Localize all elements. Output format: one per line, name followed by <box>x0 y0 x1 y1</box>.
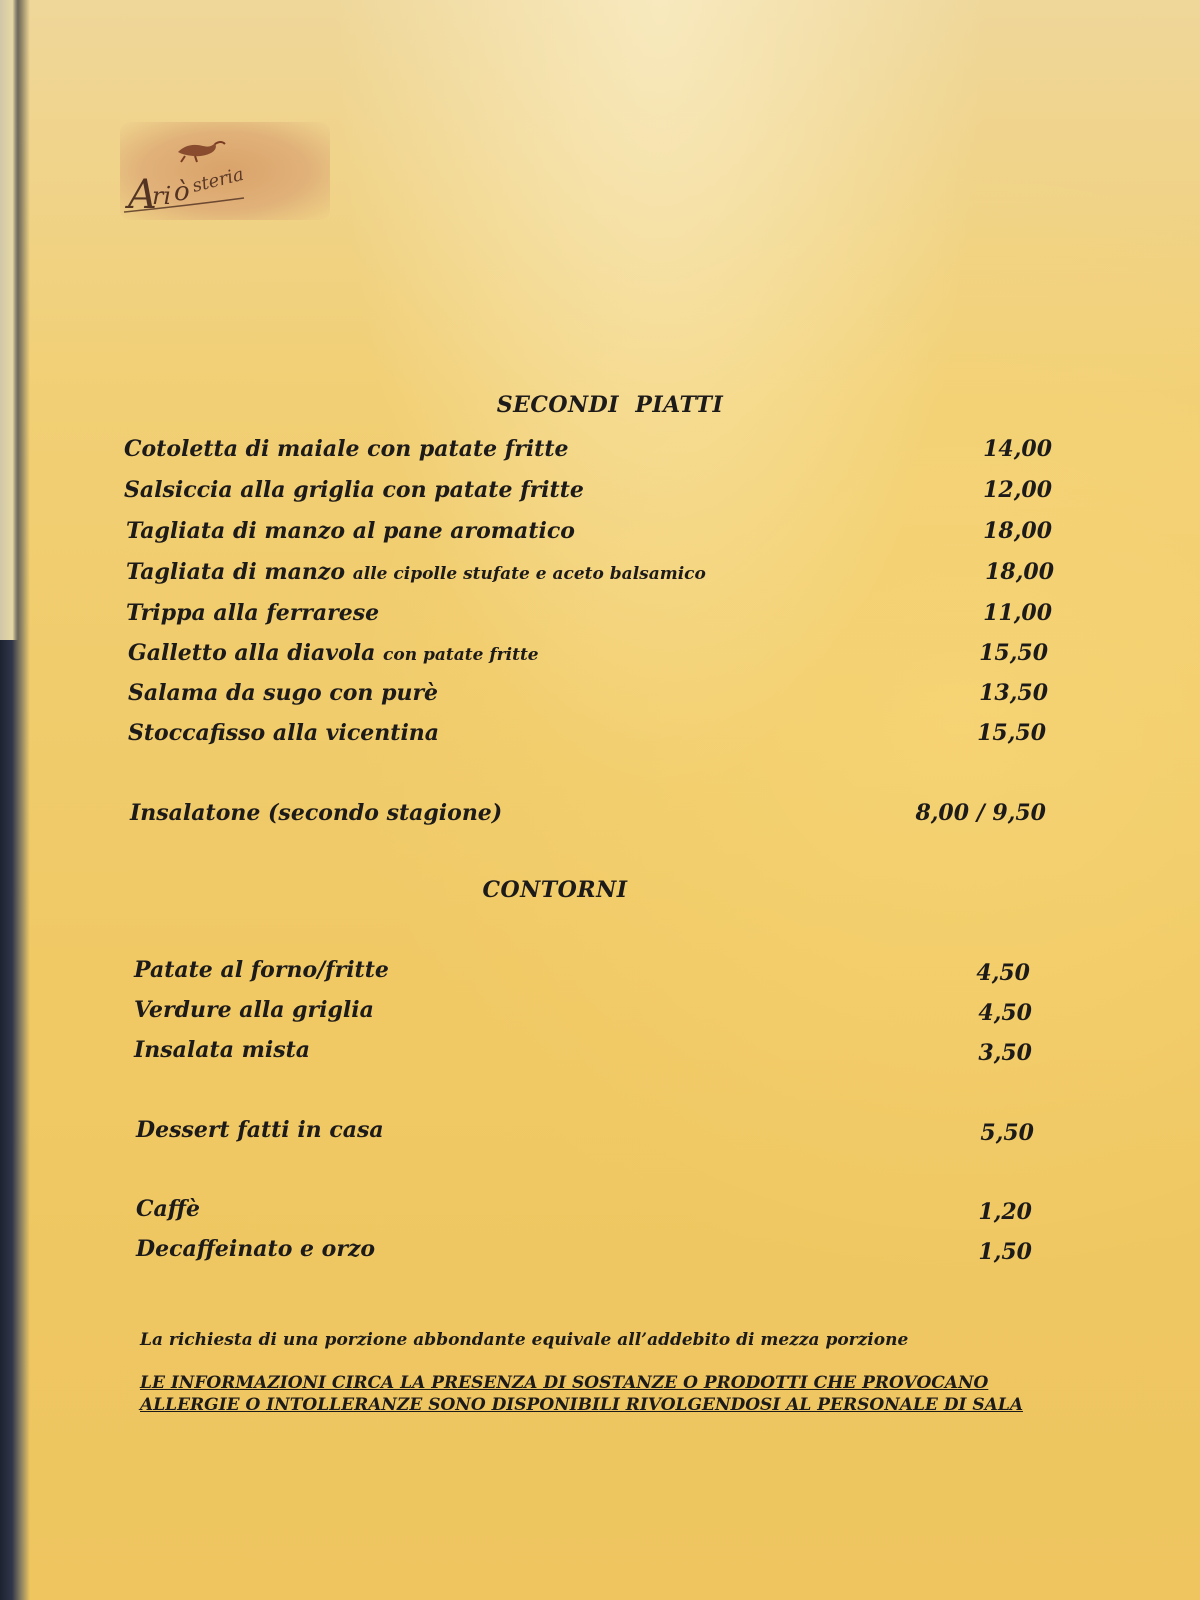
portion-note: La richiesta di una porzione abbondante equivale all’addebito di mezza porzione <box>140 1330 909 1350</box>
menu-item-price: 1,50 <box>978 1239 1032 1265</box>
menu-item-price: 8,00 / 9,50 <box>915 800 1046 826</box>
menu-item-price: 13,50 <box>979 680 1048 706</box>
svg-text:A: A <box>128 172 157 218</box>
binder-edge-highlight <box>0 0 18 640</box>
menu-item-name: Caffè <box>136 1196 200 1222</box>
menu-item-detail: alle cipolle stufate e aceto balsamico <box>352 564 706 584</box>
menu-item-name: Galletto alla diavola con patate fritte <box>128 640 539 666</box>
menu-item-name: Dessert fatti in casa <box>136 1117 384 1143</box>
menu-item-price: 11,00 <box>983 600 1052 626</box>
menu-item-name: Salsiccia alla griglia con patate fritte <box>124 477 584 503</box>
menu-item-name: Salama da sugo con purè <box>128 680 439 706</box>
menu-item-price: 1,20 <box>978 1199 1032 1225</box>
menu-item-price: 3,50 <box>978 1040 1032 1066</box>
svg-text:steria: steria <box>190 163 246 197</box>
menu-item-name: Patate al forno/fritte <box>134 957 389 983</box>
menu-item-price: 18,00 <box>983 518 1052 544</box>
section-title-secondi: SECONDI PIATTI <box>496 392 724 418</box>
svg-text:ri: ri <box>152 182 172 210</box>
rooster-logo-icon <box>120 122 330 220</box>
menu-item-price: 4,50 <box>978 1000 1032 1026</box>
menu-item-name: Decaffeinato e orzo <box>136 1236 376 1262</box>
svg-text:ò: ò <box>174 177 190 207</box>
menu-item-name: Verdure alla griglia <box>134 997 374 1023</box>
menu-item-name: Insalata mista <box>134 1037 311 1063</box>
menu-item-name: Insalatone (secondo stagione) <box>130 800 503 826</box>
restaurant-logo <box>120 122 330 220</box>
menu-item-price: 12,00 <box>983 477 1052 503</box>
section-title-contorni: CONTORNI <box>482 877 628 903</box>
menu-item-name: Tagliata di manzo al pane aromatico <box>126 518 575 544</box>
menu-item-name: Stoccafisso alla vicentina <box>128 720 440 746</box>
menu-item-detail: con patate fritte <box>383 645 539 665</box>
menu-item-price: 4,50 <box>976 960 1030 986</box>
menu-item-price: 18,00 <box>985 559 1054 585</box>
menu-item-name: Cotoletta di maiale con patate fritte <box>124 436 569 462</box>
menu-item-price: 15,50 <box>977 720 1046 746</box>
allergen-warning: LE INFORMAZIONI CIRCA LA PRESENZA DI SOSTANZE O PRODOTTI CHE PROVOCANO ALLERGIE O INTOLLERANZE SONO DISPONIBILI RIVOLGENDOSI AL PERSONALE DI SALA <box>140 1373 1024 1415</box>
menu-item-price: 5,50 <box>980 1120 1034 1146</box>
menu-item-price: 15,50 <box>979 640 1048 666</box>
menu-item-name: Tagliata di manzo alle cipolle stufate e aceto balsamico <box>126 559 706 585</box>
menu-item-name: Trippa alla ferrarese <box>126 600 380 626</box>
menu-item-price: 14,00 <box>983 436 1052 462</box>
